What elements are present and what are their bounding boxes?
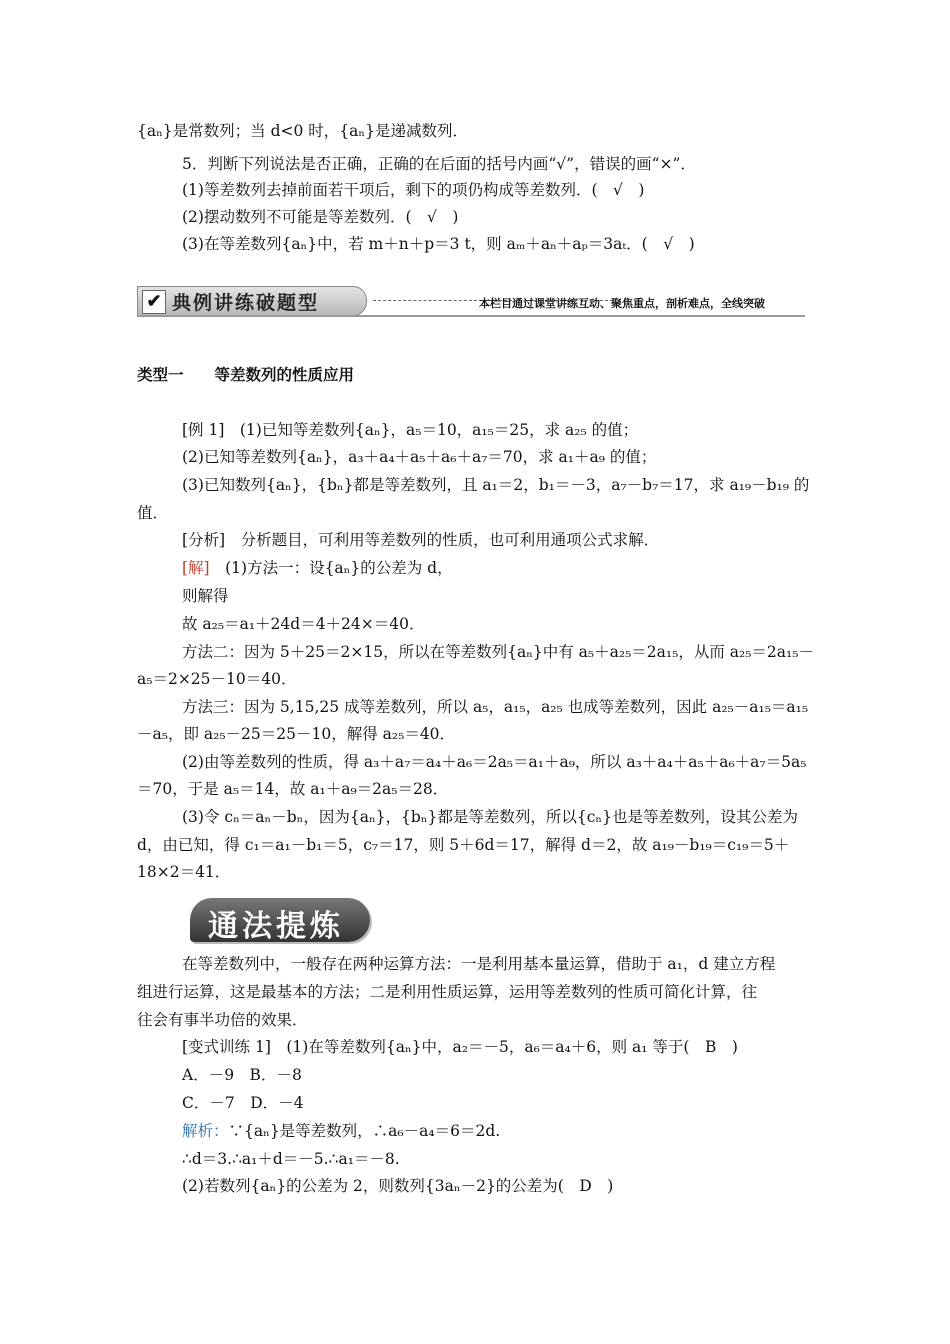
question-5-item-1: (1)等差数列去掉前面若干项后，剩下的项仍构成等差数列．( √ ) — [182, 181, 645, 199]
analysis-label: 解析： — [182, 1122, 229, 1140]
example-line: (2)已知等差数列{aₙ}，a₃＋a₄＋a₅＋a₆＋a₇＝70，求 a₁＋a₉ 的值； — [182, 448, 657, 466]
check-icon: ✔ — [142, 290, 166, 314]
analysis-line: [分析] 分析题目，可利用等差数列的性质，也可利用通项公式求解． — [182, 531, 660, 549]
choice-line: C．－7 D．－4 — [182, 1094, 304, 1112]
section-banner — [137, 286, 805, 316]
solution-first-line — [182, 557, 453, 579]
solution-line: 方法三：因为 5,15,25 成等差数列，所以 a₅，a₁₅，a₂₅ 也成等差数列，因此 a₂₅－a₁₅＝a₁₅ — [182, 698, 809, 716]
question-5-item-2: (2)摆动数列不可能是等差数列．( √ ) — [182, 208, 459, 226]
choice-line: A．－9 B．－8 — [182, 1066, 302, 1084]
method-line: 往会有事半功倍的效果． — [137, 1011, 308, 1029]
solution-line: 则解得 — [182, 587, 229, 605]
section-title: 类型一 等差数列的性质应用 — [137, 366, 355, 384]
banner-box — [137, 286, 367, 316]
method-badge-label: 通法提炼 — [208, 909, 344, 944]
intro-line: {aₙ}是常数列；当 d<0 时，{aₙ}是递减数列． — [137, 122, 468, 140]
method-line: 在等差数列中，一般存在两种运算方法：一是利用基本量运算，借助于 a₁，d 建立方程 — [182, 955, 776, 973]
method-line: 组进行运算，这是最基本的方法；二是利用性质运算，运用等差数列的性质可简化计算，往 — [137, 983, 758, 1001]
solution-line: (2)由等差数列的性质，得 a₃＋a₇＝a₄＋a₆＝2a₅＝a₁＋a₉，所以 a₃＋a₄＋a₅＋a₆＋a₇＝5a₅ — [182, 753, 807, 771]
solution-line: －a₅，即 a₂₅－25＝25－10，解得 a₂₅＝40． — [137, 725, 456, 743]
exercise-line: [变式训练 1] (1)在等差数列{aₙ}中，a₂＝－5，a₆＝a₄＋6，则 a₁ 等于( B ) — [182, 1038, 738, 1056]
solution-line: 故 a₂₅＝a₁＋24d＝4＋24×＝40． — [182, 615, 425, 633]
banner-note: 本栏目通过课堂讲练互动、聚焦重点，剖析难点，全线突破 — [479, 297, 765, 310]
question-5: 5．判断下列说法是否正确，正确的在后面的括号内画“√”，错误的画“×”． — [182, 155, 696, 173]
example-line: [例 1] (1)已知等差数列{aₙ}，a₅＝10，a₁₅＝25，求 a₂₅ 的值； — [182, 421, 639, 439]
analysis-line: ∴d＝3.∴a₁＋d＝－5.∴a₁＝－8. — [182, 1150, 400, 1168]
banner-rule — [137, 315, 805, 317]
method-badge — [190, 898, 370, 942]
solution-line: (3)令 cₙ＝aₙ－bₙ，因为{aₙ}，{bₙ}都是等差数列，所以{cₙ}也是等差数列，设其公差为 — [182, 808, 798, 826]
solution-line: d，由已知，得 c₁＝a₁－b₁＝5，c₇＝17，则 5＋6d＝17，解得 d＝2，故 a₁₉－b₁₉＝c₁₉＝5＋ — [137, 836, 790, 854]
solution-first-text: (1)方法一：设{aₙ}的公差为 d， — [209, 559, 453, 577]
analysis-first-text: ∵{aₙ}是等差数列，∴a₆－a₄＝6＝2d. — [228, 1122, 501, 1140]
solution-line: a₅＝2×25－10＝40． — [137, 670, 297, 688]
solution-line: ＝70，于是 a₅＝14，故 a₁＋a₉＝2a₅＝28． — [137, 780, 449, 798]
question-5-item-3: (3)在等差数列{aₙ}中，若 m＋n＋p＝3 t，则 aₘ＋aₙ＋aₚ＝3aₜ．( √ ) — [182, 235, 695, 253]
analysis-first-line — [182, 1120, 500, 1142]
solution-label: [解] — [182, 559, 210, 577]
exercise-line: (2)若数列{aₙ}的公差为 2，则数列{3aₙ－2}的公差为( D ) — [182, 1177, 614, 1195]
example-line: 值． — [137, 504, 169, 522]
solution-line: 方法二：因为 5＋25＝2×15，所以在等差数列{aₙ}中有 a₅＋a₂₅＝2a₁₅，从而 a₂₅＝2a₁₅－ — [182, 643, 814, 661]
solution-line: 18×2＝41． — [137, 863, 231, 881]
banner-title: 典例讲练破题型 — [172, 292, 320, 314]
example-line: (3)已知数列{aₙ}，{bₙ}都是等差数列，且 a₁＝2，b₁＝－3，a₇－b₇＝17，求 a₁₉－b₁₉ 的 — [182, 476, 810, 494]
